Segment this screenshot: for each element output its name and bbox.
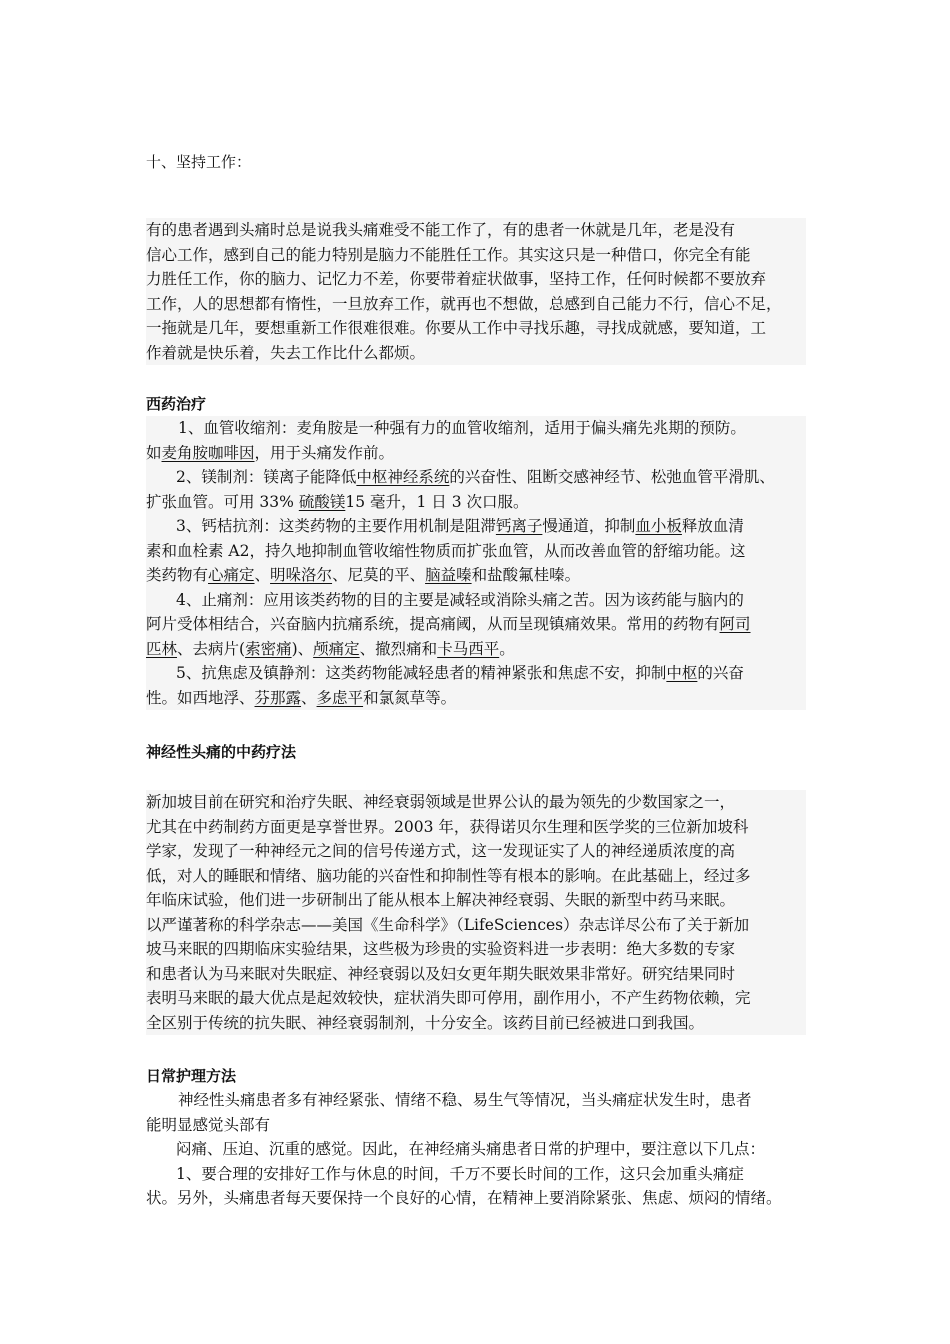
tcm-title: 神经性头痛的中药疗法 (146, 743, 297, 761)
paragraph-line: 有的患者遇到头痛时总是说我头痛难受不能工作了，有的患者一休就是几年，老是没有 (146, 221, 736, 239)
paragraph-line: 作着就是快乐着，失去工作比什么都烦。 (146, 343, 426, 362)
link-central-nervous-system[interactable]: 中枢神经系统 (356, 468, 450, 486)
link-magnesium-sulfate[interactable]: 硫酸镁 (298, 492, 346, 511)
text-span: 3、钙桔抗剂：这类药物的主要作用机制是阻滞 (176, 517, 496, 535)
link-platelet[interactable]: 血小板 (635, 517, 682, 535)
text-span: 、 (254, 566, 271, 584)
paragraph-line (146, 514, 806, 539)
link-doxepin[interactable]: 多虑平 (316, 688, 364, 707)
text-span: 、 (301, 688, 317, 707)
link-carbamazepine[interactable]: 卡马西平 (437, 639, 500, 658)
paragraph-line: 低，对人的睡眠和情绪、脑功能的兴奋性和抑制性等有根本的影响。在此基础上，经过多 (146, 866, 751, 885)
text-span: ，用于头痛发作前。 (254, 443, 395, 462)
paragraph-line: 状。另外，头痛患者每天要保持一个良好的心情，在精神上要消除紧张、焦虑、烦闷的情绪。 (146, 1189, 782, 1207)
paragraph-line (146, 612, 806, 637)
text-span: 扩张血管。可用 33% (146, 492, 299, 511)
text-span: 慢通道，抑制 (542, 517, 636, 535)
paragraph-line (146, 416, 806, 441)
paragraph-line: 全区别于传统的抗失眠、神经衰弱制剂，十分安全。该药目前已经被进口到我国。 (146, 1013, 705, 1032)
paragraph-line: 1、要合理的安排好工作与休息的时间，千万不要长时间的工作，这只会加重头痛症 (176, 1164, 744, 1183)
text-span: )、 (291, 639, 314, 658)
link-fenarol[interactable]: 芬那露 (254, 688, 302, 707)
paragraph-line (146, 465, 806, 490)
western-medicine-title: 西药治疗 (146, 395, 207, 413)
text-span: 、撤烈痛和 (359, 639, 438, 658)
paragraph-line: 一拖就是几年，要想重新工作很难很难。你要从工作中寻找乐趣，寻找成就感，要知道，工 (146, 319, 767, 337)
link-nifedipine[interactable]: 心痛定 (208, 566, 255, 584)
text-span: 、尼莫的平、 (332, 566, 426, 584)
paragraph-line (146, 441, 806, 466)
paragraph-line: 神经性头痛患者多有神经紧张、情绪不稳、易生气等情况，当头痛症状发生时，患者 (178, 1091, 752, 1109)
paragraph-line: 力胜任工作，你的脑力、记忆力不差，你要带着症状做事，坚持工作，任何时候都不要放弃 (146, 270, 767, 288)
text-span: 性。如西地浮、 (146, 688, 255, 707)
paragraph-line: 闷痛、压迫、沉重的感觉。因此，在神经痛头痛患者日常的护理中，要注意以下几点： (176, 1140, 766, 1158)
link-rotundine[interactable]: 颅痛定 (313, 639, 360, 658)
text-span: 1、血管收缩剂：麦角胺是一种强有力的血管收缩剂，适用于偏头痛先兆期的预防。 (178, 419, 746, 437)
text-span: 和氯氮草等。 (363, 688, 457, 707)
paragraph-line (146, 490, 806, 515)
paragraph-line: 信心工作，感到自己的能力特别是脑力不能胜任工作。其实这只是一种借口，你完全有能 (146, 245, 751, 264)
paragraph-line: 以严谨著称的科学杂志——美国《生命科学》（LifeSciences）杂志详尽公布了关于新加 (146, 915, 750, 934)
paragraph-line: 表明马来眠的最大优点是起效较快，症状消失即可停用，副作用小，不产生药物依赖，完 (146, 989, 751, 1007)
paragraph-line: 新加坡目前在研究和治疗失眠、神经衰弱领域是世界公认的最为领先的少数国家之一， (146, 793, 736, 811)
paragraph-line: 能明显感觉头部有 (146, 1115, 271, 1134)
paragraph-line (146, 563, 806, 588)
daily-care-title: 日常护理方法 (146, 1067, 237, 1085)
paragraph-line (146, 637, 806, 662)
link-pindolol[interactable]: 明哚洛尔 (270, 566, 333, 584)
paragraph-line (146, 539, 806, 564)
link-calcium-ion[interactable]: 钙离子 (495, 517, 543, 535)
daily-care-body (146, 1088, 821, 1211)
text-span: 类药物有 (146, 566, 209, 584)
text-span: 。 (499, 639, 515, 658)
text-span: 的兴奋性、阻断交感神经节、松弛血管平滑肌、 (449, 468, 775, 486)
text-span: 释放血清 (681, 517, 744, 535)
link-ergotamine-caffeine[interactable]: 麦角胺咖啡因 (161, 443, 255, 462)
text-span: 15 毫升，1 日 3 次口服。 (345, 492, 529, 511)
paragraph-line (146, 686, 806, 711)
text-span: 和盐酸氟桂嗪。 (471, 566, 581, 584)
paragraph-line: 学家，发现了一种神经元之间的信号传递方式，这一发现证实了人的神经递质浓度的高 (146, 842, 736, 860)
section-10-body (146, 218, 806, 365)
paragraph-line: 尤其在中药制药方面更是享誉世界。2003 年，获得诺贝尔生理和医学奖的三位新加坡科 (146, 817, 749, 836)
link-aspirin[interactable]: 匹林 (146, 639, 178, 658)
paragraph-line: 和患者认为马来眠对失眠症、神经衰弱以及妇女更年期失眠效果非常好。研究结果同时 (146, 964, 736, 983)
text-span: 阿片受体相结合，兴奋脑内抗痛系统，提高痛阈，从而呈现镇痛效果。常用的药物有 (146, 615, 720, 633)
text-span: 4、止痛剂：应用该类药物的目的主要是减轻或消除头痛之苦。因为该药能与脑内的 (176, 590, 744, 609)
paragraph-line: 工作，人的思想都有惰性，一旦放弃工作，就再也不想做，总感到自己能力不行，信心不足， (146, 294, 782, 313)
link-somidon[interactable]: 索密痛 (245, 639, 292, 658)
paragraph-line (146, 588, 806, 613)
tcm-body (146, 790, 806, 1035)
text-span: 5、抗焦虑及镇静剂：这类药物能减轻患者的精神紧张和焦虑不安，抑制 (176, 664, 667, 682)
text-span: 如 (146, 443, 162, 462)
paragraph-line: 年临床试验，他们进一步研制出了能从根本上解决神经衰弱、失眠的新型中药马来眠。 (146, 891, 736, 909)
section-10-title: 十、坚持工作： (146, 153, 252, 171)
western-medicine-body (146, 416, 806, 710)
link-cinnarizine[interactable]: 脑益嗪 (425, 566, 472, 584)
text-span: 的兴奋 (697, 664, 744, 682)
text-span: 素和血栓素 A2，持久地抑制血管收缩性物质而扩张血管，从而改善血管的舒缩功能。这 (146, 541, 746, 560)
link-aspirin[interactable]: 阿司 (719, 615, 751, 633)
link-central-nerve[interactable]: 中枢 (666, 664, 698, 682)
text-span: 、去病片( (177, 639, 246, 658)
text-span: 2、镁制剂：镁离子能降低 (176, 468, 357, 486)
paragraph-line (146, 661, 806, 686)
paragraph-line: 坡马来眠的四期临床实验结果，这些极为珍贵的实验资料进一步表明：绝大多数的专家 (146, 940, 736, 958)
